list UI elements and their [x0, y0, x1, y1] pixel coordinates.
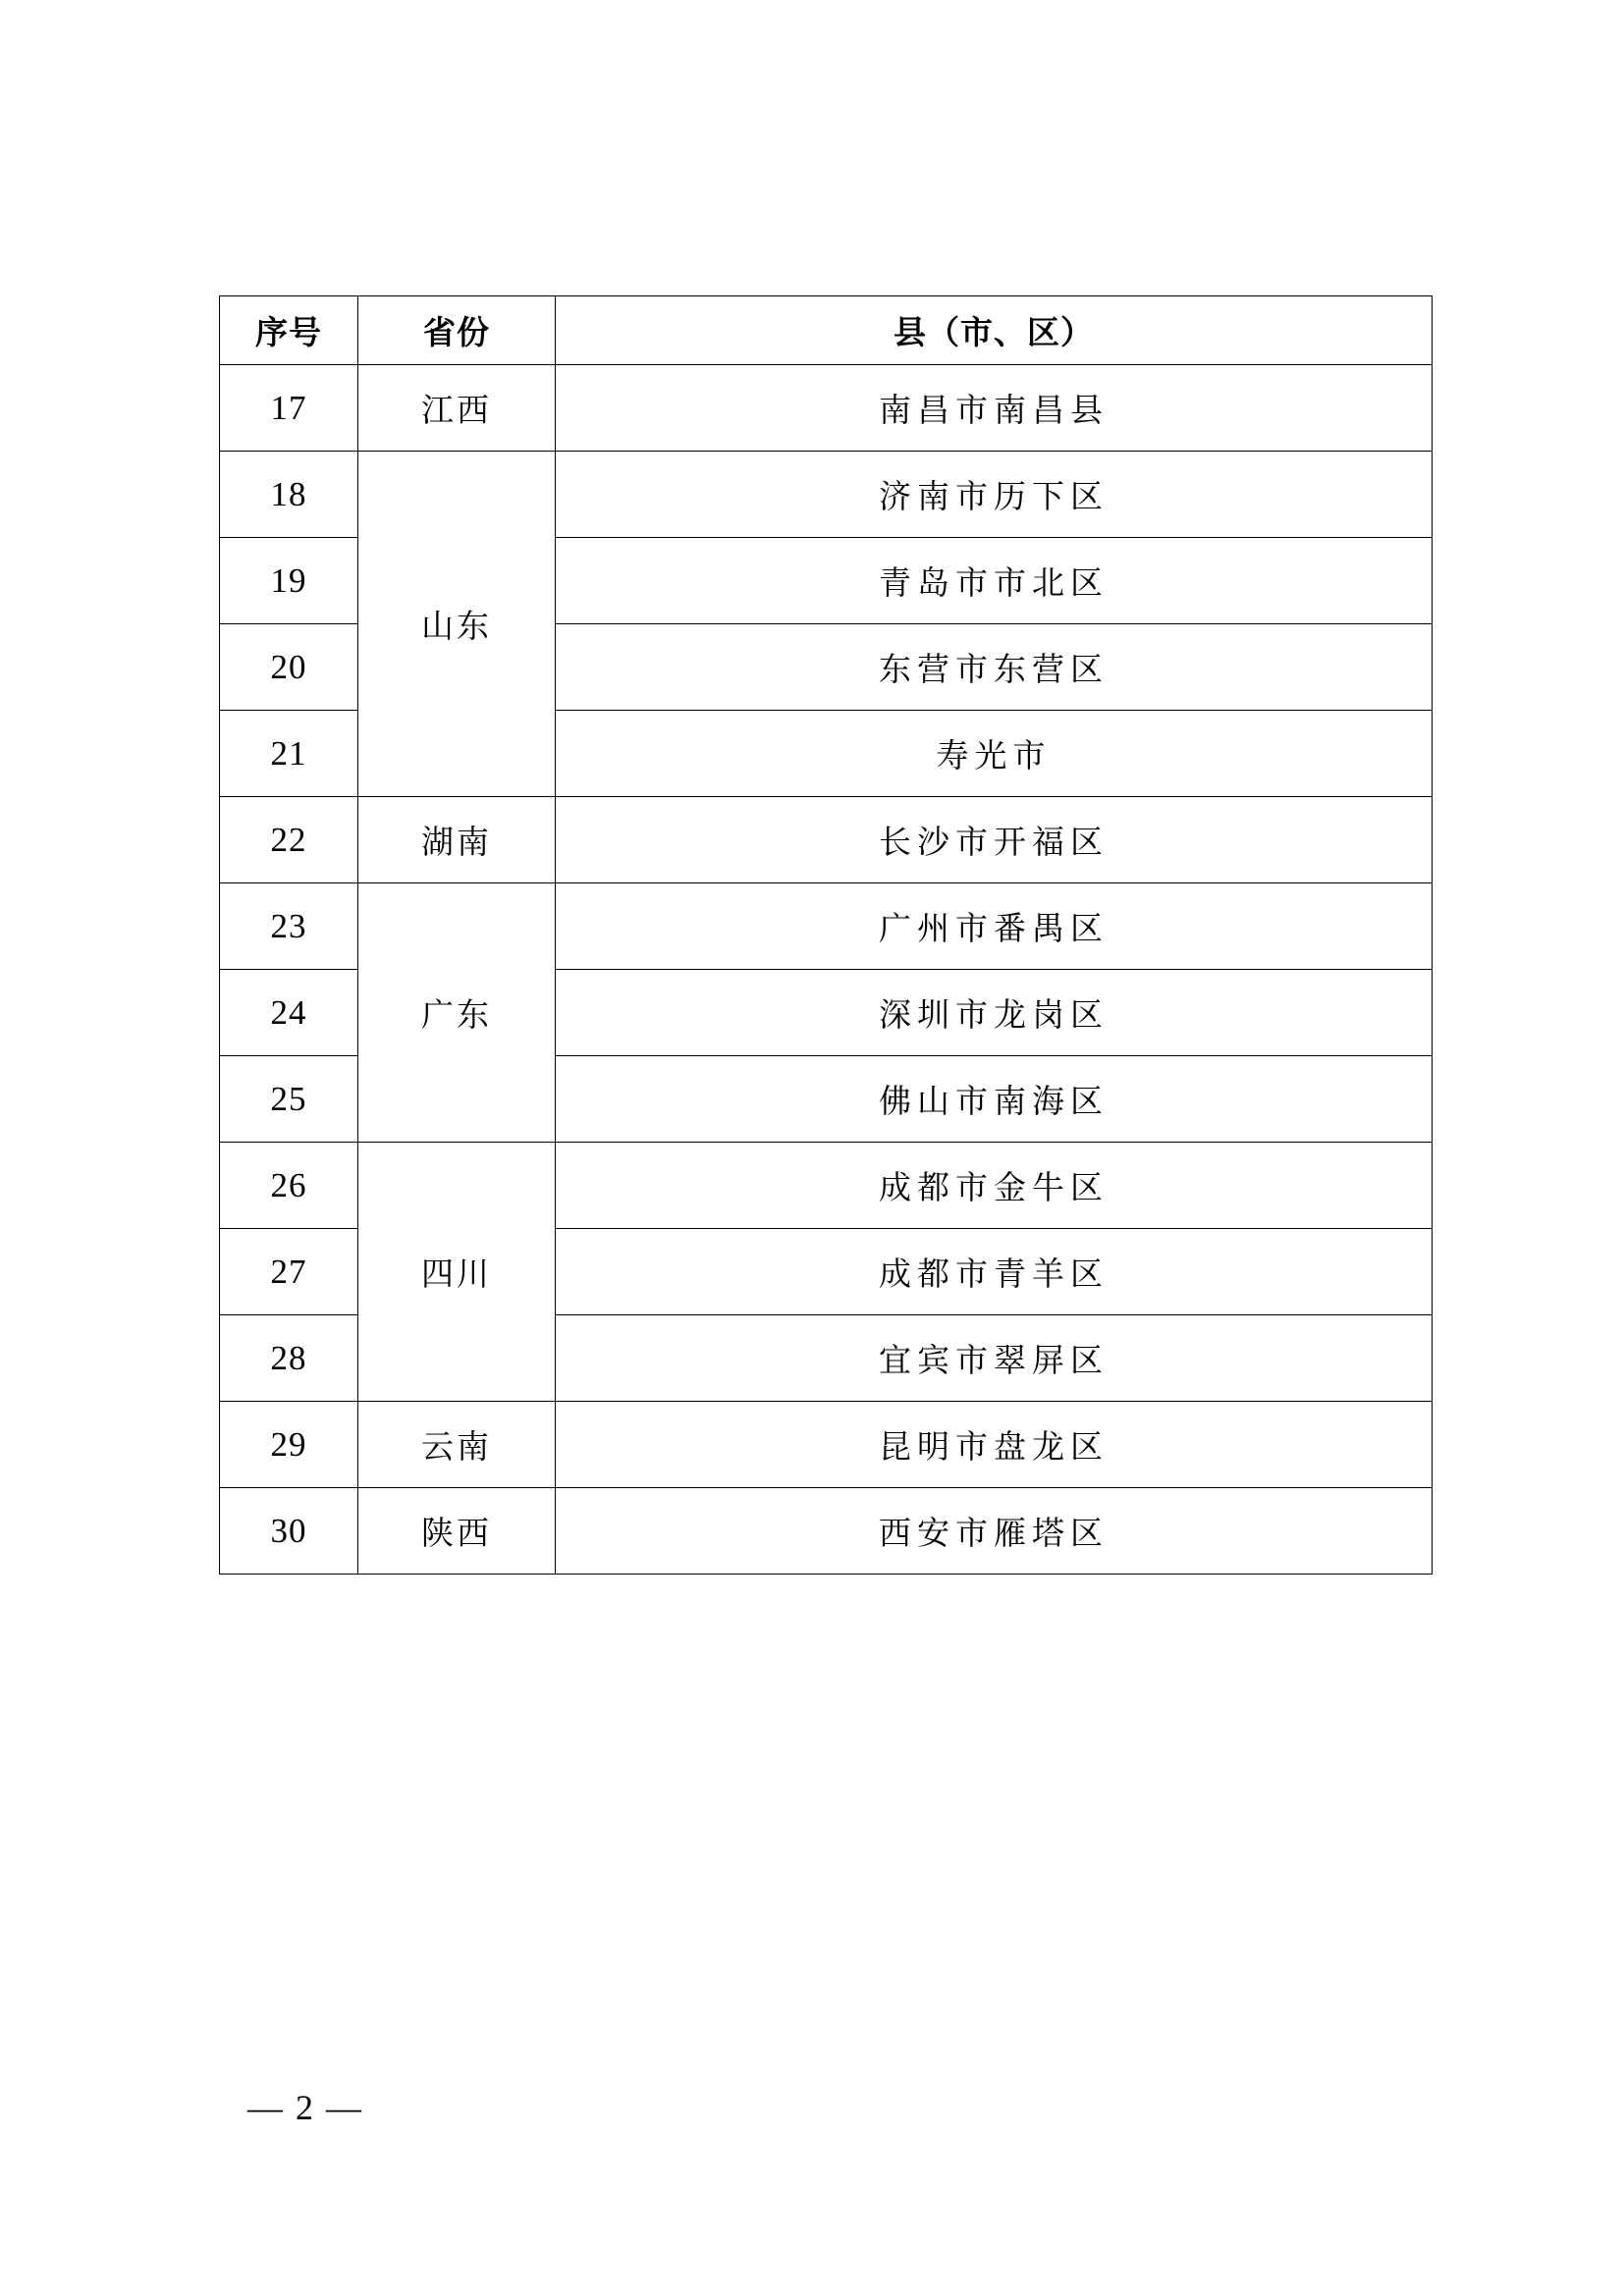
table-header-row: [220, 296, 1433, 365]
row-province: 广东: [358, 883, 556, 1143]
row-county: 深圳市龙岗区: [556, 970, 1433, 1056]
row-seq: 30: [220, 1488, 358, 1575]
table-row: [220, 1488, 1433, 1575]
table-body: [220, 365, 1433, 1575]
row-seq: 19: [220, 538, 358, 624]
row-seq: 26: [220, 1143, 358, 1229]
row-seq: 20: [220, 624, 358, 711]
table-row: [220, 1143, 1433, 1229]
row-county: 成都市青羊区: [556, 1229, 1433, 1315]
row-county: 佛山市南海区: [556, 1056, 1433, 1143]
row-province: 湖南: [358, 797, 556, 883]
table-row: [220, 452, 1433, 538]
header-province: 省份: [358, 296, 556, 365]
row-county: 广州市番禺区: [556, 883, 1433, 970]
row-county: 寿光市: [556, 711, 1433, 797]
row-county: 东营市东营区: [556, 624, 1433, 711]
row-county: 济南市历下区: [556, 452, 1433, 538]
row-province: 陕西: [358, 1488, 556, 1575]
row-county: 宜宾市翠屏区: [556, 1315, 1433, 1402]
row-seq: 28: [220, 1315, 358, 1402]
header-county: 县（市、区）: [556, 296, 1433, 365]
row-seq: 25: [220, 1056, 358, 1143]
row-county: 成都市金牛区: [556, 1143, 1433, 1229]
row-county: 昆明市盘龙区: [556, 1402, 1433, 1488]
county-list-table: [219, 295, 1433, 1575]
row-county: 青岛市市北区: [556, 538, 1433, 624]
row-province: 山东: [358, 452, 556, 797]
row-seq: 29: [220, 1402, 358, 1488]
table-row: [220, 365, 1433, 452]
row-county: 长沙市开福区: [556, 797, 1433, 883]
row-seq: 17: [220, 365, 358, 452]
row-county: 西安市雁塔区: [556, 1488, 1433, 1575]
row-seq: 18: [220, 452, 358, 538]
row-province: 云南: [358, 1402, 556, 1488]
table-row: [220, 1402, 1433, 1488]
row-seq: 27: [220, 1229, 358, 1315]
county-list-table-container: [219, 295, 1432, 1575]
row-county: 南昌市南昌县: [556, 365, 1433, 452]
row-seq: 24: [220, 970, 358, 1056]
row-seq: 22: [220, 797, 358, 883]
table-row: [220, 883, 1433, 970]
row-seq: 21: [220, 711, 358, 797]
row-seq: 23: [220, 883, 358, 970]
header-seq: 序号: [220, 296, 358, 365]
table-row: [220, 797, 1433, 883]
row-province: 江西: [358, 365, 556, 452]
page-number: — 2 —: [247, 2088, 363, 2127]
row-province: 四川: [358, 1143, 556, 1402]
